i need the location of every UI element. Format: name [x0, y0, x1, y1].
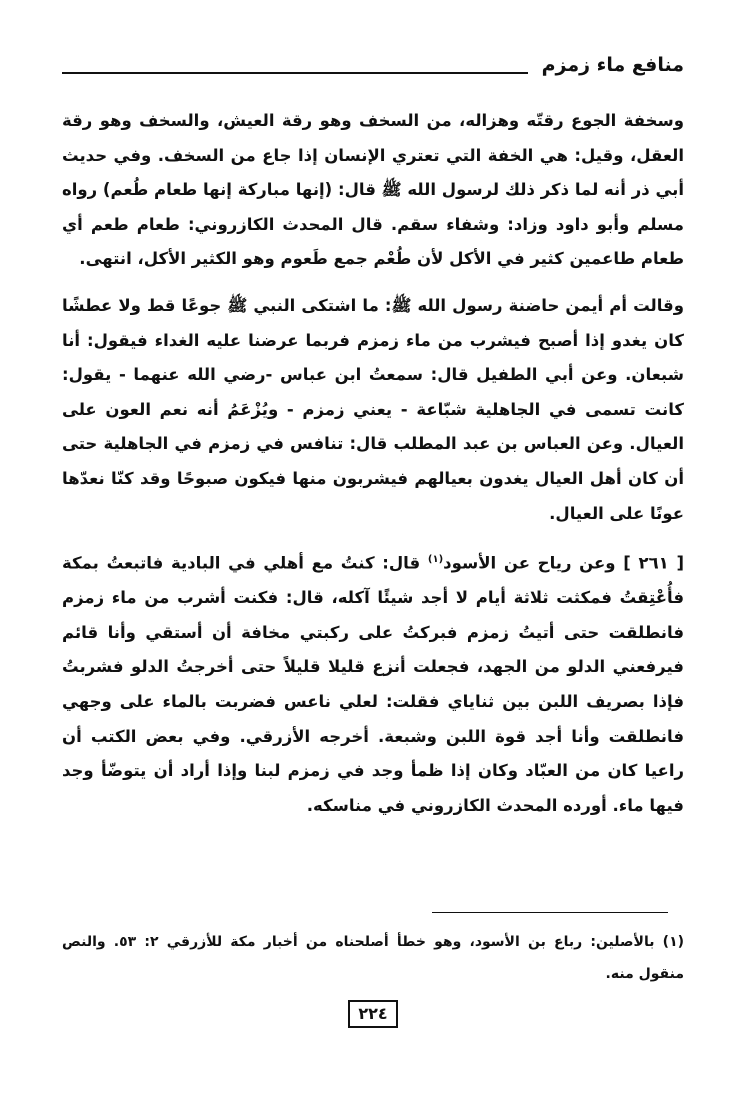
page-number-box	[0, 1000, 746, 1028]
footnote: (١) بالأصلين: رباع بن الأسود، وهو خطأ أصلحناه من أخبار مكة للأزرقي ٢: ٥٣. والنص منقول منه.	[62, 934, 685, 982]
footnote-reference[interactable]: (١)	[427, 554, 444, 566]
running-header	[62, 54, 684, 88]
header-rule	[62, 72, 528, 74]
paragraph-1: وسخفة الجوع رقتّه وهزاله، من السخف وهو رقة العيش، والسخف وهو رقة العقل، وقيل: هي الخفة التي تعتري الإنسان إذا جاع من السخف. وفي حديث أبي ذر أنه لما ذكر ذلك لرسول الله ﷺ قال: (إنها مباركة إنها طعام طُعم) رواه مسلم وأبو داود وزاد: وشفاء سقم. قال المحدث الكازروني: طعام طعم أي طعام طاعمين كثير في الأكل لأن طُعْم جمع طَعوم وهو الكثير الأكل، انتهى.	[62, 111, 684, 269]
header-title: منافع ماء زمزم	[541, 54, 684, 76]
footnote-separator	[432, 912, 668, 913]
paragraph-3	[62, 543, 684, 823]
paragraph-2: وقالت أم أيمن حاضنة رسول الله ﷺ: ما اشتكى النبي ﷺ جوعًا قط ولا عطشًا كان يغدو إذا أصبح فيشرب من ماء زمزم فربما عرضنا عليه الغداء فيقول: أنا شبعان. وعن أبي الطفيل قال: سمعتُ ابن عباس -رضي الله عنهما - يقول: كانت تسمى في الجاهلية شبّاعة - يعني زمزم - ويُزْعَمُ أنه نعم العون على العيال. وعن العباس بن عبد المطلب قال: تنافس في زمزم في الجاهلية حتى أن كان أهل العيال يغدون بعيالهم فيشربون منها فيكون صبوحًا وقد كنّا نعدّها عونًا على العيال.	[62, 295, 684, 523]
item-number: [ ٢٦١ ]	[623, 553, 684, 573]
page-number: ٢٢٤	[348, 1000, 397, 1028]
paragraph-3-text: قال: كنتُ مع أهلي في البادية فاتبعتُ بمكة فأُعْتِقتُ فمكثت ثلاثة أيام لا أجد شيئًا آكله، قال: فكنت أشرب من ماء زمزم فانطلقت حتى أتيتُ زمزم فبركتُ على ركبتي مخافة أن أستقي وأنا قائم فيرفعني الدلو من الجهد، فجعلت أنزع قليلا قليلاً حتى أخرجتُ الدلو فشربتُ فإذا بصريف اللبن بين ثناياي فقلت: لعلي ناعس فضربت بالماء على وجهي فانطلقت وأنا أجد قوة اللبن وشبعة. أخرجه الأزرقي. وفي بعض الكتب أن راعيا كان من العبّاد وكان إذا ظمأ وجد في زمزم لبنا وإذا أراد أن يتوضّأ وجد فيها ماء. أورده المحدث الكازروني في مناسكه.	[62, 553, 684, 815]
main-text	[62, 104, 684, 835]
paragraph-3-lead: وعن رياح عن الأسود	[443, 553, 616, 573]
